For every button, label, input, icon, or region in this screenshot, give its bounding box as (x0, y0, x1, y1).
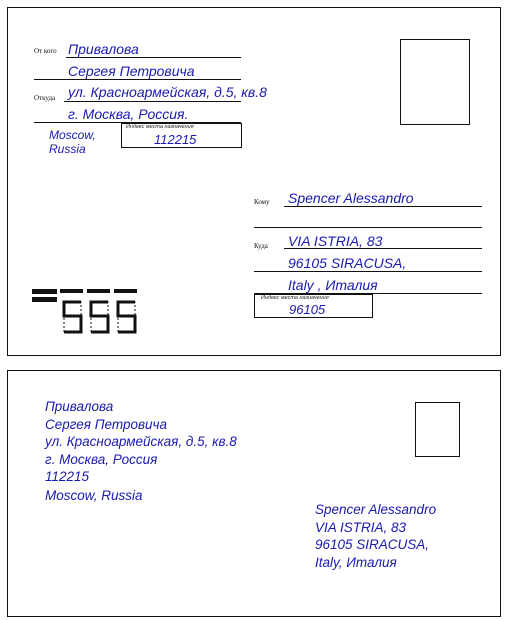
sender-city: г. Москва, Россия. (68, 106, 189, 122)
sender-line-2 (34, 79, 241, 80)
label-from-address: Откуда (34, 94, 56, 102)
simple-recipient-line: Spencer Alessandro (315, 502, 437, 517)
simple-recipient-line: VIA ISTRIA, 83 (315, 520, 407, 535)
sender-zip: 112215 (154, 132, 197, 147)
simple-sender-line: ул. Красноармейская, д.5, кв.8 (45, 434, 237, 449)
recipient-name: Spencer Alessandro (288, 190, 414, 206)
simple-sender-line: Moscow, Russia (45, 488, 143, 503)
sender-street: ул. Красноармейская, д.5, кв.8 (68, 84, 267, 100)
recipient-line-4 (254, 271, 482, 272)
recipient-zip: 96105 (289, 302, 326, 317)
recipient-country: Italy , Италия (288, 277, 378, 293)
simple-recipient-line: Italy, Италия (315, 555, 397, 570)
recipient-zip-box (254, 294, 373, 318)
recipient-line-3 (284, 248, 482, 249)
sender-latin-city: Moscow, (49, 128, 96, 142)
postal-code-stencil-icon (32, 288, 144, 338)
sender-surname: Привалова (68, 41, 139, 57)
sender-line-3 (64, 101, 241, 102)
recipient-line-1 (284, 206, 482, 207)
sender-name: Сергея Петровича (68, 63, 195, 79)
recipient-zip-caption: Индекс места назначения (261, 295, 329, 301)
recipient-street: VIA ISTRIA, 83 (288, 233, 383, 249)
label-to: Кому (254, 198, 270, 206)
sender-latin-country: Russia (49, 142, 86, 156)
recipient-city: 96105 SIRACUSA, (288, 255, 407, 271)
simple-sender-line: 112215 (45, 469, 90, 484)
label-from: От кого (34, 47, 57, 55)
stamp-placeholder (400, 39, 470, 125)
stamp-placeholder-2 (415, 402, 460, 457)
simple-sender-line: Привалова (45, 399, 114, 414)
envelope-formal (7, 7, 501, 356)
simple-recipient-line: 96105 SIRACUSA, (315, 537, 430, 552)
simple-sender-line: г. Москва, Россия (45, 452, 158, 467)
sender-zip-caption: Индекс места назначения (126, 124, 194, 130)
sender-line-1 (66, 57, 241, 58)
simple-sender-line: Сергея Петровича (45, 417, 168, 432)
sender-zip-box (121, 123, 242, 148)
label-to-address: Куда (254, 242, 268, 250)
recipient-line-2 (254, 227, 482, 228)
envelope-simple (7, 370, 501, 617)
